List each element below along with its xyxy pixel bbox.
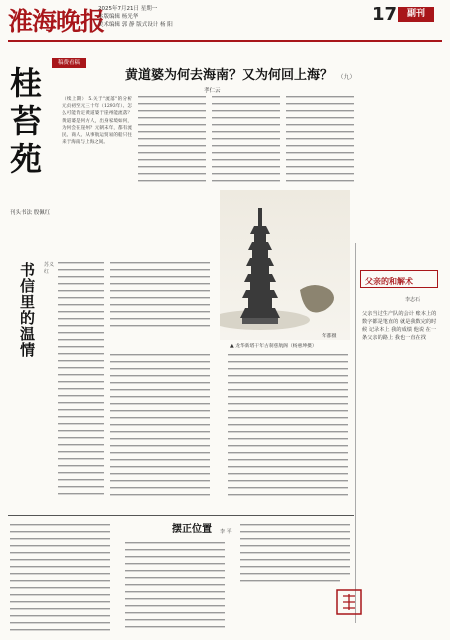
poem-author: 李志石 [405,297,421,303]
bottom-byline: 李 平 [220,529,232,535]
text-columns-graphic [138,96,354,191]
section-divider [8,515,354,516]
photo-credit: 年都摄 [322,334,337,339]
main-headline [125,64,356,83]
side-poem-column [355,243,443,623]
main-article-text: （续上期） 5.关于"流落"的分析 元贞初至元三十年（1293年）、怎么可能肯定黄道婆于崖州能流落？黄道婆是何方人，出身家境如何，为何会在崖州？元朝末年，都有流民、商人、从事航运贸易的船只往来于海南与上海之间。 [62,97,132,146]
letters-text-graphic [58,262,350,502]
bottom-headline: 摆正位置 [172,524,212,535]
column-badge: 稿费看稿 [52,58,86,68]
main-byline: 孝仁云 [204,88,221,94]
section-badge: 副刊 [398,7,434,22]
date-line: 2025年7月21日 星期一 [98,6,158,12]
main-part: （九） [337,74,356,81]
letters-headline: 书信里的温情 [20,261,36,359]
editor-line-2: 美术编辑 郭 静 版式设计 杨 阳 [98,22,173,28]
newspaper-logo: 淮海晚报 [8,7,105,36]
column-editor: 刊头书法 殷佩红 [10,210,51,216]
main-title: 黄道婆为何去海南？又为何回上海？ [125,68,334,83]
seal-icon [335,588,363,616]
photo-caption: ▲ 龙华新塔干年古刹慈航阁（杨惠坤摄） [230,344,317,349]
letters-byline: 苏义红 [44,262,55,275]
bottom-text-graphic [10,524,350,634]
masthead-meta [98,5,173,29]
poem-title: 父亲的和解术 [365,276,413,286]
editor-line-1: 本版编辑 杨光华 [98,14,139,20]
page-number: 17 [372,4,398,25]
masthead-rule [8,40,442,42]
column-title: 桂苔苑 [10,64,43,178]
poem-body: 父亲当过生产队的会计 账本上的数字都是笔直的 就是我数完的时候 记录本上 我的成绩 他说 在一条父亲的路上 我也一直在找 [362,311,437,341]
